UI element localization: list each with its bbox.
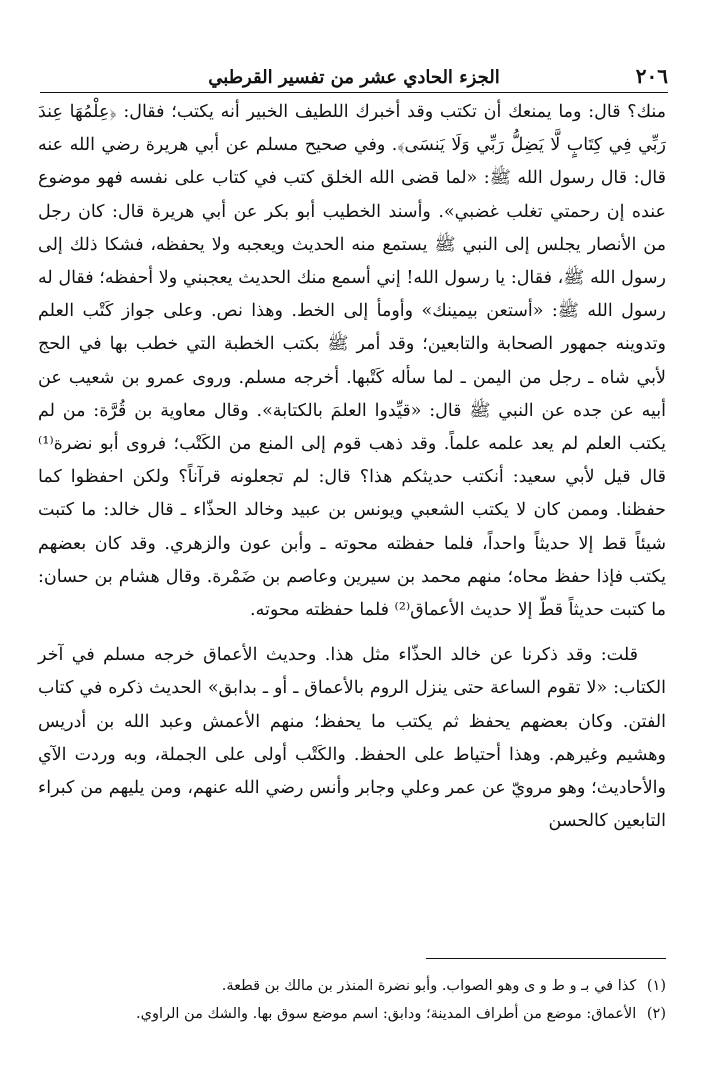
footnote <box>38 1000 666 1028</box>
running-title: الجزء الحادي عشر من تفسير القرطبي <box>208 67 500 88</box>
footnote-text: الأعماق: موضع من أطراف المدينة؛ ودابق: اسم موضع سوق بها. والشك من الراوي. <box>136 1006 637 1022</box>
paragraph: قلت: وقد ذكرنا عن خالد الحذّاء مثل هذا. وحديث الأعماق خرجه مسلم في آخر الكتاب: «لا تقوم الساعة حتى ينزل الروم بالأعماق ـ أو ـ بدابق» الحديث ذكره في كتاب الفتن. وكان بعضهم يحفظ ثم يكتب ما يحفظ؛ منهم الأعمش وعبد الله بن أدريس وهشيم وغيرهم. وهذا أحتياط على الحفظ. والكَتْب أولى على الجملة، وبه وردت الآي والأحاديث؛ وهو مرويّ عن عمر وعلي وجابر وأنس رضي الله عنهم، ومن يليهم من كبراء التابعين كالحسن <box>38 645 666 832</box>
paragraph: منك؟ قال: وما يمنعك أن تكتب وقد أخبرك اللطيف الخبير أنه يكتب؛ فقال: ﴿عِلْمُهَا عِندَ رَبِّي فِي كِتَابٍ لَّا يَضِلُّ رَبِّي وَلَا يَنسَى﴾. وفي صحيح مسلم عن أبي هريرة رضي الله عنه قال: قال رسول الله ﷺ: «لما قضى الله الخلق كتب في كتاب على نفسه فهو موضوع عنده إن رحمتي تغلب غضبي». وأسند الخطيب أبو بكر عن أبي هريرة قال: كان رجل من الأنصار يجلس إلى النبي ﷺ يستمع منه الحديث ويعجبه ولا يحفظه، فشكا ذلك إلى رسول الله ﷺ، فقال: يا رسول الله! إني أسمع منك الحديث يعجبني ولا أحفظه؛ فقال له رسول الله ﷺ: «أستعن بيمينك» وأومأ إلى الخط. وهذا نص. وعلى جواز كَتْب العلم وتدوينه جمهور الصحابة والتابعين؛ وقد أمر ﷺ بكتب الخطبة التي خطب بها في الحج لأبي شاه ـ رجل من اليمن ـ لما سأله كَتْبها. أخرجه مسلم. وروى عمرو بن شعيب عن أبيه عن جده عن النبي ﷺ قال: «قيِّدوا العلمَ بالكتابة». وقال معاوية بن قُرَّة: من لم يكتب العلم لم يعد علمه علماً. وقد ذهب قوم إلى المنع من الكَتْب؛ فروى أبو نضرة⁽¹⁾ قال قيل لأبي سعيد: أنكتب حديثكم هذا؟ قال: لم تجعلونه قرآناً؟ ولكن احفظوا كما حفظنا. وممن كان لا يكتب الشعبي ويونس بن عبيد وخالد الحذّاء ـ قال خالد: ما كتبت شيئاً قط إلا حديثاً واحداً، فلما حفظته محوته ـ وأبن عون والزهري. وقد كان بعضهم يكتب فإذا حفظ محاه؛ منهم محمد بن سيرين وعاصم بن ضَمْرة. وقال هشام بن حسان: ما كتبت حديثاً قطّ إلا حديث الأعماق⁽²⁾ فلما حفظته محوته. <box>38 102 666 621</box>
footnotes <box>38 972 666 1028</box>
main-text <box>38 96 666 838</box>
footnote <box>38 972 666 1000</box>
footnote-number: (٢) <box>646 1006 666 1022</box>
page-header <box>40 58 668 93</box>
footnote-divider <box>426 958 666 959</box>
footnote-number: (١) <box>646 978 666 994</box>
page-number: ٢٠٦ <box>635 64 668 88</box>
footnote-text: كذا في بـ و ط و ى وهو الصواب. وأبو نضرة المنذر بن مالك بن قطعة. <box>221 978 637 994</box>
